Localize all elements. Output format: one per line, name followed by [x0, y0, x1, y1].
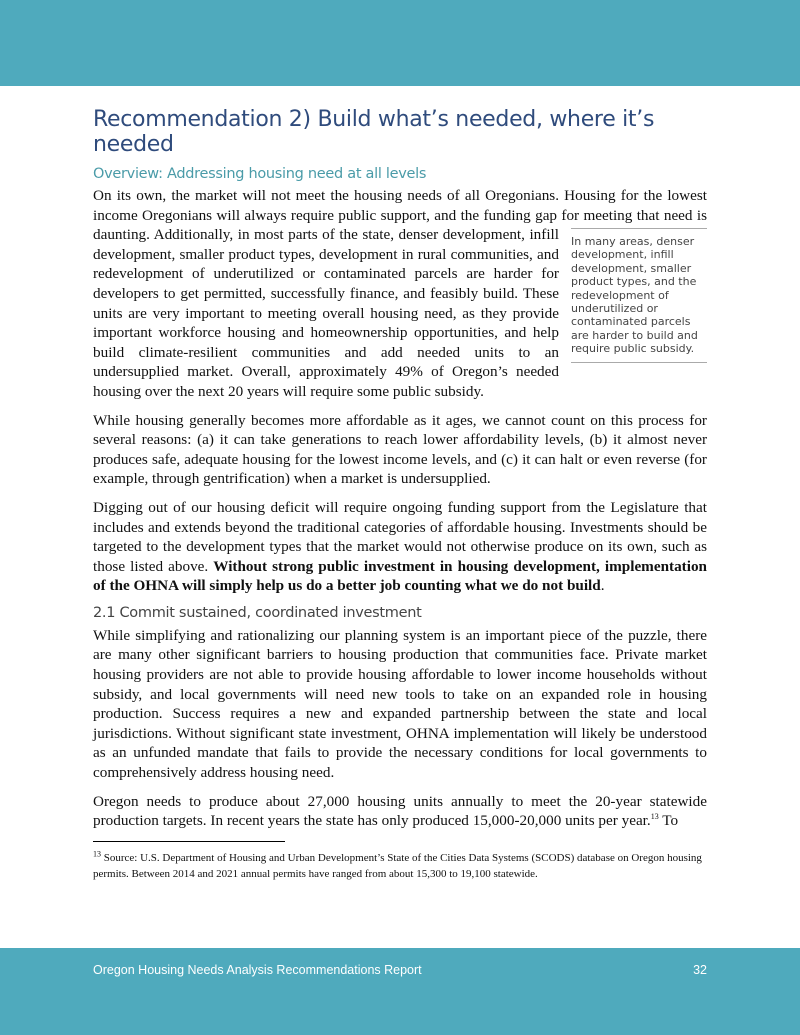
section-heading: 2.1 Commit sustained, coordinated investment [93, 604, 422, 621]
footnote [93, 850, 707, 882]
paragraph-3 [93, 498, 707, 596]
paragraph-5-tail: To [658, 812, 679, 830]
sidebar-callout: In many areas, denser development, infill development, smaller product types, and the redevelopment of underutilized or contaminated parcels are harder to build and require public subsidy. [571, 228, 707, 363]
page-title: Recommendation 2) Build what’s needed, where it’s needed [93, 107, 655, 157]
footnote-number: 13 [93, 849, 101, 859]
header-band [0, 0, 800, 86]
paragraph-4: While simplifying and rationalizing our planning system is an important piece of the puzzle, there are many other significant barriers to housing production that communities face. Private market housing providers are not able to provide housing affordable to lower income households without subsidy, and local governments will need new tools to take on an expanded role in housing production. Success requires a new and expanded partnership between the state and local jurisdictions. Without significant state investment, OHNA implementation will likely be understood as an unfunded mandate that fails to provide the necessary conditions for local governments to comprehensively address housing need. [93, 626, 707, 782]
paragraph-1 [93, 186, 707, 402]
paragraph-5 [93, 792, 707, 831]
footer-band [0, 948, 800, 1035]
page-content [93, 107, 707, 882]
paragraph-3-end: . [600, 577, 605, 595]
overview-subheading: Overview: Addressing housing need at all levels [93, 166, 427, 182]
paragraph-2: While housing generally becomes more affordable as it ages, we cannot count on this process for several reasons: (a) it can take generations to reach lower affordability levels, (b) it almost never produces safe, adequate housing for the lowest income levels, and (c) it can halt or even reverse (for example, through gentrification) when a market is undersupplied. [93, 411, 707, 488]
paragraph-5-text: Oregon needs to produce about 27,000 housing units annually to meet the 20-year statewide production targets. In recent years the state has only produced 15,000-20,000 units per year. [93, 792, 707, 830]
paragraph-3-bold: Without strong public investment in housing development, implementation of the OHNA will simply help us do a better job counting what we do not build [93, 557, 707, 595]
page-number: 32 [693, 963, 707, 977]
footnote-text: Source: U.S. Department of Housing and Urban Development’s State of the Cities Data Systems (SCODS) database on Oregon housing permits. Between 2014 and 2021 annual permits have ranged from about 15,300 to 19,100 statewide. [93, 851, 702, 880]
paragraph-1-text: On its own, the market will not meet the housing needs of all Oregonians. Housing for the lowest income Oregonians will always require public support, and the funding gap for meeting that need is daunting. Additionally, in most parts of the state, denser development, infill development, smaller product types, development in rural communities, and redevelopment of underutilized or contaminated parcels are harder for developers to get permitted, successfully finance, and feasibly build. These units are very important to meeting overall housing need, as they provide important workforce housing and homeownership opportunities, and help build climate-resilient communities and add needed units to an undersupplied market. Overall, approximately 49% of Oregon’s needed housing over the next 20 years will require some public subsidy. [93, 187, 707, 400]
paragraph-3-text: Digging out of our housing deficit will require ongoing funding support from the Legislature that includes and extends beyond the traditional categories of affordable housing. Investments should be targeted to the development types that the market would not otherwise produce on its own, such as those listed above. [93, 498, 707, 575]
footnote-ref[interactable]: 13 [650, 812, 659, 822]
footnote-divider [93, 841, 285, 842]
footer-title: Oregon Housing Needs Analysis Recommendations Report [93, 963, 422, 977]
